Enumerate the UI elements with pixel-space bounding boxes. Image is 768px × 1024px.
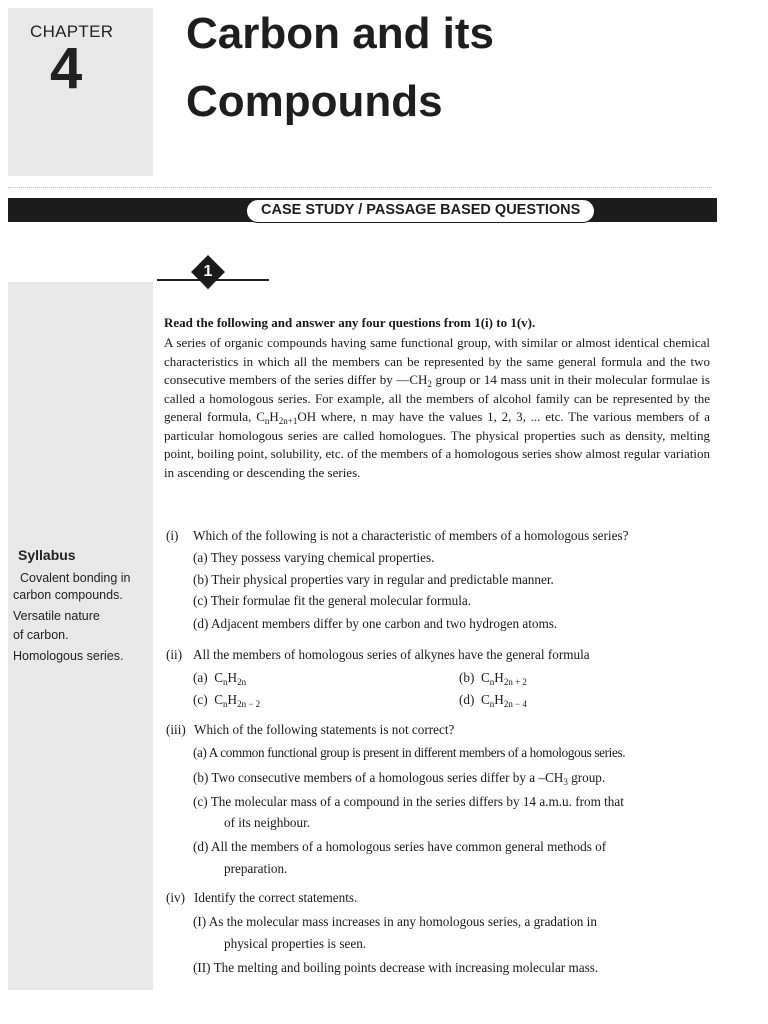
question-text: Which of the following statements is not correct?	[194, 722, 455, 737]
option-q2-a: (a) $C_nH_{2n}$	[193, 670, 247, 687]
question-text: All the members of homologous series of alkynes have the general formula	[193, 647, 590, 662]
header-divider	[8, 187, 712, 188]
option-q1-c: (c) Their formulae fit the general molecular formula.	[193, 593, 472, 608]
option-q2-c: (c) $C_nH_{2n - 2}$	[193, 692, 261, 709]
option-q3-d-cont: preparation.	[224, 861, 288, 876]
syllabus-title: Syllabus	[18, 547, 76, 563]
question-3	[166, 723, 454, 736]
passage: A series of organic compounds having same functional group, with similar or almost identical chemical characteristics in which all the members can be represented by the same general formula and the two consecutive members of the series differ by $—CH_2$ group or 14 mass unit in their molecular formulae is called a homologous series. For example, all the members of alcohol family can be represented by the general formula, $C_nH_{2n+1}OH$ where, n may have the values 1, 2, 3, ... etc. The various members of a particular homologous series are called homologues. The physical properties such as density, melting point, boiling point, solubility, etc. of the members of a homologous series show almost regular variation in ascending or descending the series.	[164, 335, 711, 480]
syllabus-line: Covalent bonding in	[20, 571, 131, 585]
option-q3-b: (b) Two consecutive members of a homologous series differ by a $-CH_3$ group.	[193, 770, 606, 787]
syllabus-line: Versatile nature	[13, 609, 100, 623]
section-banner-label: CASE STUDY / PASSAGE BASED QUESTIONS	[246, 199, 595, 223]
chapter-label: CHAPTER	[30, 22, 114, 41]
question-number: (iv)	[166, 890, 186, 905]
question-text: Identify the correct statements.	[194, 890, 358, 905]
statement-q4-2: (II) The melting and boiling points decrease with increasing molecular mass.	[193, 960, 599, 975]
option-q3-c: (c) The molecular mass of a compound in the series differs by 14 a.m.u. from that	[193, 794, 624, 809]
option-q3-c-cont: of its neighbour.	[224, 815, 311, 830]
option-q3-a: (a) A common functional group is present in different members of a homologous series.	[193, 745, 626, 760]
syllabus-line: Homologous series.	[13, 649, 124, 663]
syllabus-line: carbon compounds.	[13, 588, 123, 602]
option-q1-b: (b) Their physical properties vary in regular and predictable manner.	[193, 572, 554, 587]
question-4	[166, 891, 357, 904]
case-number: 1	[203, 263, 213, 280]
option-q2-d: (d) $C_nH_{2n - 4}$	[459, 692, 527, 709]
chapter-title-line2: Compounds	[186, 77, 443, 126]
question-number: (iii)	[166, 722, 186, 737]
option-q1-a: (a) They possess varying chemical properties.	[193, 550, 435, 565]
syllabus-line: of carbon.	[13, 628, 69, 642]
question-number: (ii)	[166, 647, 183, 662]
option-q1-d: (d) Adjacent members differ by one carbon and two hydrogen atoms.	[193, 616, 558, 631]
question-2	[166, 648, 590, 661]
chapter-title-line1: Carbon and its	[186, 9, 495, 58]
statement-q4-1-cont: physical properties is seen.	[224, 936, 367, 951]
option-q2-b: (b) $C_nH_{2n + 2}$	[459, 670, 527, 687]
instruction: Read the following and answer any four questions from 1(i) to 1(v).	[164, 315, 536, 330]
question-text: Which of the following is not a characteristic of members of a homologous series?	[193, 528, 629, 543]
option-q3-d: (d) All the members of a homologous series have common general methods of	[193, 839, 607, 854]
question-1	[166, 529, 628, 542]
question-number: (i)	[166, 528, 179, 543]
chapter-number: 4	[50, 36, 83, 101]
statement-q4-1: (I) As the molecular mass increases in any homologous series, a gradation in	[193, 914, 597, 929]
